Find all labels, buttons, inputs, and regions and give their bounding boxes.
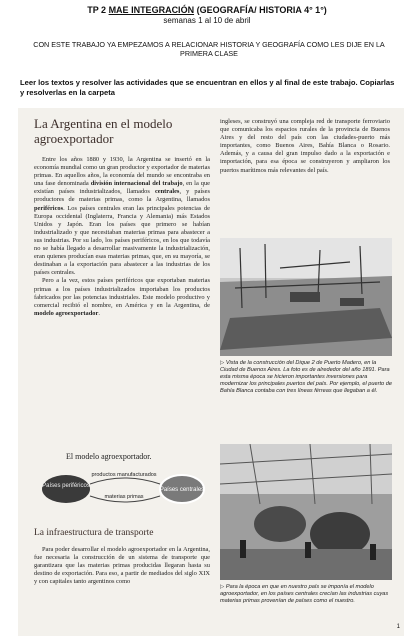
factory-photo — [220, 444, 392, 580]
worksheet-dates: semanas 1 al 10 de abril — [163, 16, 251, 25]
bottom-arrow-label: materias primas — [104, 494, 144, 500]
port-construction-photo — [220, 238, 392, 356]
bottom-left-text: Para poder desarrollar el modelo agroexportador en la Argentina, fue necesaria la construcción de un sistema de transporte que garantizara que las materias primas producidas llegaran hasta su destino de exportación. Para eso, a partir de mediados del siglo XIX y con capitales tanto argentinos como — [34, 546, 210, 586]
photo2-caption: ▷ Para la época en que en nuestro país se imponía el modelo agroexportador, en los países centrales crecían las industrias cuyas materias primas provenían de países como el nuestro. — [220, 584, 389, 604]
page-number: 1 — [396, 624, 400, 630]
instructions-text: Leer los textos y resolver las actividades que se encuentran en ellos y al final de este trabajo. Copiarlas y resolverlas en la carpeta — [20, 78, 395, 97]
left-column-text: Entre los años 1880 y 1930, la Argentina se insertó en la economía mundial como un gran productor y exportador de materias primas. En aquellos años, la economía del mundo se encontraba en una fase denominada división internacional del trabajo, en la que existían países industrializados, llamados centrales, y países productores de materias primas, como la Argentina, llamados periféricos. Los países centrales eran las principales potencias de Europa occidental (Inglaterra, Francia y Alemania) más Estados Unidos y Japón. Eran los países que primero se habían industrializado y que necesitaban materias primas para abastecer a sus industrias. Por su lado, los países periféricos, en los que todavía no se había llegado a desarrollar masivamente la industrialización, eran quienes producían esas materias primas, que, en su mayoría, se destinaban a la exportación para abastecer a las industrias de los países centrales. Pero a la vez, estos países periféricos que exportaban materias primas a los países industrializados importaban los productos fabricados por las potencias industriales. Este modelo productivo y comercial recibió el nombre, en América y en la Argentina, de modelo agroexportador. — [34, 156, 210, 317]
subject-link: MAE INTEGRACIÓN — [108, 5, 195, 15]
intro-text: CON ESTE TRABAJO YA EMPEZAMOS A RELACIONAR HISTORIA Y GEOGRAFÍA COMO LES DIJE EN LA PRIMERA CLASE — [33, 40, 385, 58]
section-heading-modelo: La Argentina en el modelo agroexportador — [34, 116, 173, 146]
peripheral-node — [42, 475, 90, 503]
textbook-page-scan — [18, 108, 404, 636]
photo1-caption: ▷ Vista de la construcción del Dique 2 de Puerto Madero, en la Ciudad de Buenos Aires. La foto es de alrededor del año 1891. Para esta misma época se hicieron importantes inversiones para modernizar los principales puertos del país. Por ejemplo, el puerto de Bahía Blanca contaba con tres líneas férreas que llegaban a él. — [220, 360, 392, 394]
top-arrow-label: productos manufacturados — [91, 472, 157, 478]
right-column-text: ingleses, se construyó una compleja red de transporte ferroviario que comunicaba los espacios rurales de la provincia de Buenos Aires y del resto del país con las ciudades-puerto más importantes, como Buenos Aires, Bahía Blanca o Rosario. Además, y a causa del gran impulso dado a la exportación e importación, para esa época se construyeron y ampliaron los puertos marítimos más relevantes del país. — [220, 118, 390, 174]
central-label: Países centrales — [159, 487, 205, 493]
manufactured-arrow — [90, 478, 160, 484]
peripheral-label: Países periféricos — [42, 483, 90, 489]
section-heading-transporte: La infraestructura de transporte — [34, 528, 154, 538]
diagram-title: El modelo agroexportador. — [66, 452, 152, 461]
worksheet-title: TP 2 MAE INTEGRACIÓN (GEOGRAFÍA/ HISTORIA 4° 1°) — [87, 5, 327, 15]
agroexport-diagram — [32, 462, 212, 514]
